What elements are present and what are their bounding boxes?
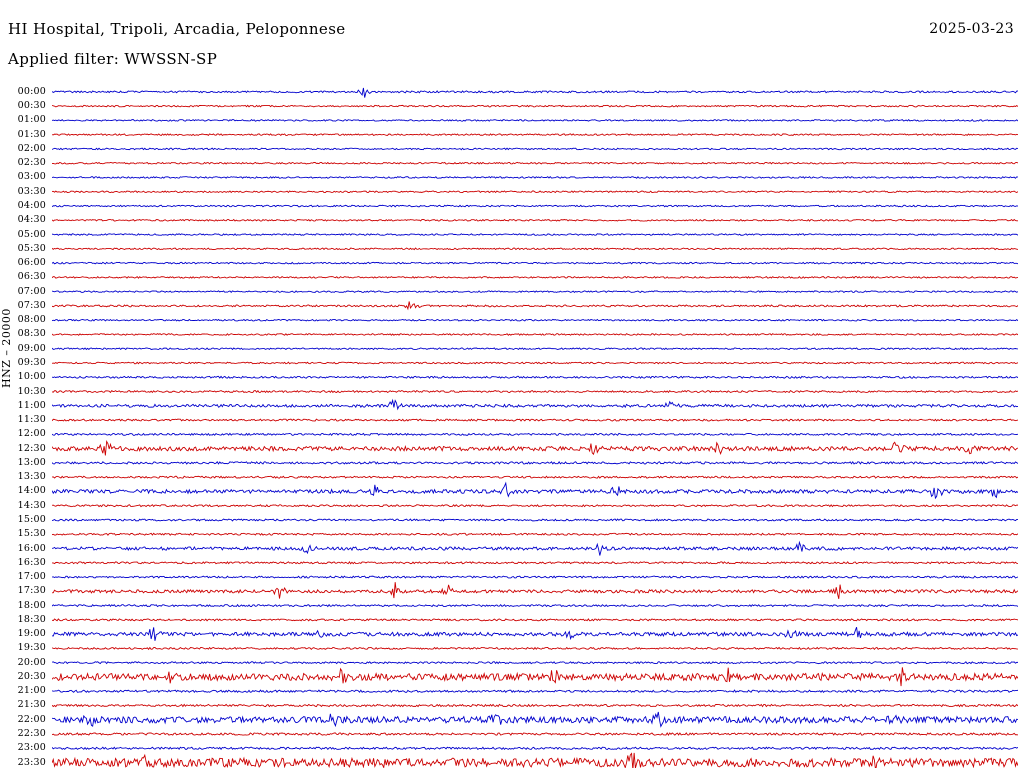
seismic-trace	[52, 483, 1018, 498]
seismic-trace	[52, 376, 1018, 378]
seismic-trace	[52, 753, 1018, 768]
time-tick-label: 00:00	[17, 85, 46, 97]
time-tick-label: 02:00	[17, 142, 46, 154]
seismic-trace	[52, 690, 1018, 692]
seismic-trace	[52, 248, 1018, 250]
seismic-trace	[52, 562, 1018, 564]
time-tick-label: 09:00	[17, 342, 46, 354]
seismic-trace	[52, 419, 1018, 421]
seismic-trace	[52, 391, 1018, 393]
time-tick-label: 14:30	[17, 499, 46, 511]
time-tick-label: 07:30	[17, 299, 46, 311]
seismic-trace	[52, 400, 1018, 409]
seismic-trace	[52, 319, 1018, 321]
seismic-trace	[52, 262, 1018, 264]
time-tick-label: 23:00	[17, 742, 46, 754]
time-tick-label: 15:00	[17, 513, 46, 525]
time-tick-label: 05:30	[17, 242, 46, 254]
time-tick-label: 00:30	[17, 100, 46, 112]
chart-header	[0, 0, 1024, 74]
seismic-trace	[52, 462, 1018, 464]
time-tick-label: 12:00	[17, 428, 46, 440]
seismic-trace	[52, 505, 1018, 507]
time-tick-label: 02:30	[17, 157, 46, 169]
time-tick-label: 20:00	[17, 656, 46, 668]
time-tick-label: 01:30	[17, 128, 46, 140]
trace-canvas	[52, 83, 1018, 768]
seismic-trace	[52, 667, 1018, 686]
seismic-trace	[52, 334, 1018, 336]
y-axis-label-text: HNZ – 20000	[0, 308, 13, 388]
seismic-trace	[52, 533, 1018, 535]
seismic-trace	[52, 301, 1018, 308]
seismic-trace	[52, 177, 1018, 179]
applied-filter-label: Applied filter: WWSSN-SP	[8, 50, 218, 68]
y-axis-tick-labels	[0, 83, 50, 768]
seismic-trace	[52, 205, 1018, 207]
time-tick-label: 16:00	[17, 542, 46, 554]
seismic-trace	[52, 619, 1018, 621]
seismic-trace	[52, 134, 1018, 136]
time-tick-label: 08:00	[17, 314, 46, 326]
time-tick-label: 19:00	[17, 628, 46, 640]
time-tick-label: 21:00	[17, 685, 46, 697]
seismic-trace	[52, 88, 1018, 98]
seismic-trace	[52, 348, 1018, 350]
seismic-trace	[52, 120, 1018, 122]
time-tick-label: 05:00	[17, 228, 46, 240]
seismic-trace	[52, 662, 1018, 664]
time-tick-label: 04:30	[17, 214, 46, 226]
seismic-trace	[52, 362, 1018, 364]
time-tick-label: 19:30	[17, 642, 46, 654]
time-tick-label: 03:00	[17, 171, 46, 183]
seismic-trace	[52, 105, 1018, 107]
seismic-trace	[52, 647, 1018, 649]
time-tick-label: 17:00	[17, 571, 46, 583]
time-tick-label: 18:00	[17, 599, 46, 611]
seismic-trace	[52, 476, 1018, 478]
time-tick-label: 14:00	[17, 485, 46, 497]
seismic-trace	[52, 441, 1018, 455]
seismic-trace	[52, 542, 1018, 555]
time-tick-label: 04:00	[17, 200, 46, 211]
time-tick-label: 11:00	[17, 399, 46, 411]
seismic-trace	[52, 519, 1018, 521]
time-tick-label: 23:30	[17, 756, 46, 768]
time-tick-label: 13:00	[17, 456, 46, 468]
time-tick-label: 08:30	[17, 328, 46, 340]
page-title: HI Hospital, Tripoli, Arcadia, Peloponnese	[8, 20, 346, 38]
time-tick-label: 06:30	[17, 271, 46, 283]
time-tick-label: 06:00	[17, 257, 46, 269]
time-tick-label: 10:00	[17, 371, 46, 383]
time-tick-label: 20:30	[17, 670, 46, 682]
time-tick-label: 22:30	[17, 728, 46, 740]
seismic-trace	[52, 712, 1018, 727]
seismic-trace	[52, 220, 1018, 222]
time-tick-label: 15:30	[17, 528, 46, 540]
time-tick-label: 09:30	[17, 356, 46, 368]
time-tick-label: 01:00	[17, 114, 46, 126]
seismic-trace	[52, 605, 1018, 607]
seismogram-plot	[52, 83, 1018, 768]
time-tick-label: 21:30	[17, 699, 46, 711]
seismic-trace	[52, 162, 1018, 164]
time-tick-label: 22:00	[17, 713, 46, 725]
time-tick-label: 11:30	[17, 414, 46, 426]
seismic-trace	[52, 148, 1018, 150]
seismic-trace	[52, 576, 1018, 578]
time-tick-label: 12:30	[17, 442, 46, 454]
seismic-trace	[52, 433, 1018, 435]
seismic-trace	[52, 733, 1018, 735]
time-tick-label: 13:30	[17, 471, 46, 483]
seismic-trace	[52, 277, 1018, 279]
time-tick-label: 03:30	[17, 185, 46, 197]
time-tick-label: 18:30	[17, 613, 46, 625]
time-tick-label: 07:00	[17, 285, 46, 297]
seismic-trace	[52, 234, 1018, 236]
time-tick-label: 16:30	[17, 556, 46, 568]
seismic-trace	[52, 582, 1018, 599]
record-date: 2025-03-23	[929, 21, 1014, 37]
time-tick-label: 10:30	[17, 385, 46, 397]
seismic-trace	[52, 291, 1018, 293]
seismic-trace	[52, 747, 1018, 749]
seismic-trace	[52, 191, 1018, 193]
seismic-trace	[52, 627, 1018, 641]
time-tick-label: 17:30	[17, 585, 46, 597]
seismic-trace	[52, 704, 1018, 706]
